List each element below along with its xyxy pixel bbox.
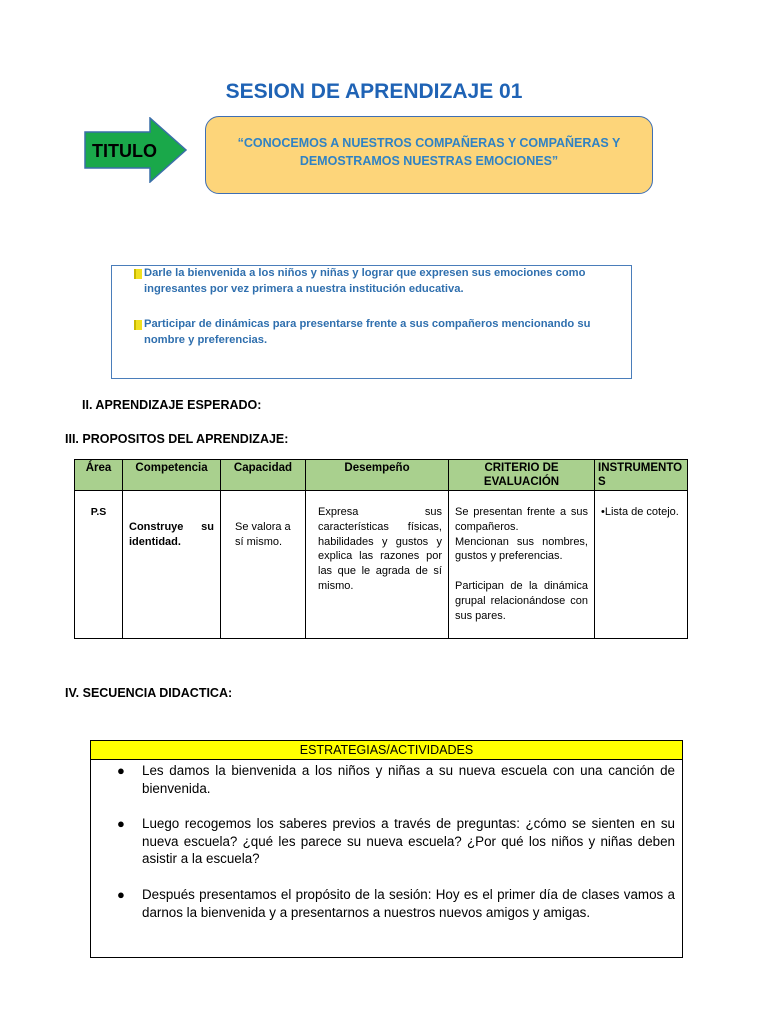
table-header: Desempeño xyxy=(306,460,449,491)
bullet-icon: ● xyxy=(117,816,125,831)
table-header-row xyxy=(75,460,688,491)
activity-item xyxy=(117,762,675,797)
bullet-icon: ● xyxy=(117,887,125,902)
activity-item xyxy=(117,886,675,921)
activities-header: ESTRATEGIAS/ACTIVIDADES xyxy=(91,741,682,760)
section-heading-4: IV. SECUENCIA DIDACTICA: xyxy=(65,686,233,700)
activity-text: Después presentamos el propósito de la sesión: Hoy es el primer día de clases vamos a darnos la bienvenida y a presentarnos a nuestros nuevos amigos y amigas. xyxy=(142,887,675,920)
cell-criterio: Se presentan frente a sus compañeros. Mencionan sus nombres, gustos y preferencias. Participan de la dinámica grupal relacionándose con sus pares. xyxy=(449,491,595,639)
cell-area: P.S xyxy=(75,491,123,639)
purpose-text: Darle la bienvenida a los niños y niñas y lograr que expresen sus emociones como ingresantes por vez primera a nuestra institución educativa. xyxy=(144,267,586,295)
session-title-box xyxy=(205,116,653,194)
bullet-marker-icon xyxy=(134,320,142,330)
purpose-item xyxy=(144,317,614,348)
cell-capacidad: Se valora a sí mismo. xyxy=(221,491,306,639)
table-row xyxy=(75,491,688,639)
bullet-icon: ● xyxy=(117,763,125,778)
purpose-text: Participar de dinámicas para presentarse frente a sus compañeros mencionando su nombre y preferencias. xyxy=(144,318,591,346)
activity-item xyxy=(117,815,675,868)
bullet-marker-icon xyxy=(134,269,142,279)
activity-text: Luego recogemos los saberes previos a través de preguntas: ¿cómo se sienten en su nueva escuela? ¿qué les parece su nueva escuela? ¿Por qué los niños y niñas deben asistir a la escuela? xyxy=(142,816,675,866)
section-heading-2: II. APRENDIZAJE ESPERADO: xyxy=(82,398,262,412)
activity-text: Les damos la bienvenida a los niños y niñas a su nueva escuela con una canción de bienvenida. xyxy=(142,763,675,796)
section-heading-3: III. PROPOSITOS DEL APRENDIZAJE: xyxy=(65,432,289,446)
activities-table xyxy=(90,740,683,958)
arrow-label: TITULO xyxy=(92,141,157,161)
table-header: Área xyxy=(75,460,123,491)
table-header: Competencia xyxy=(123,460,221,491)
purpose-box xyxy=(111,265,632,379)
table-header: INSTRUMENTOS xyxy=(595,460,688,491)
document-title: SESION DE APRENDIZAJE 01 xyxy=(225,80,523,103)
session-title: “CONOCEMOS A NUESTROS COMPAÑERAS Y COMPAÑERAS Y DEMOSTRAMOS NUESTRAS EMOCIONES” xyxy=(237,136,621,168)
cell-desempeno: Expresa sus características físicas, habilidades y gustos y explica las razones por las que le agrada de sí mismo. xyxy=(306,491,449,639)
cell-competencia: Construye su identidad. xyxy=(123,491,221,639)
table-header: Capacidad xyxy=(221,460,306,491)
cell-instrumento: •Lista de cotejo. xyxy=(595,491,688,639)
table-header: CRITERIO DE EVALUACIÓN xyxy=(449,460,595,491)
purpose-item xyxy=(144,266,614,297)
purposes-table xyxy=(74,459,688,639)
